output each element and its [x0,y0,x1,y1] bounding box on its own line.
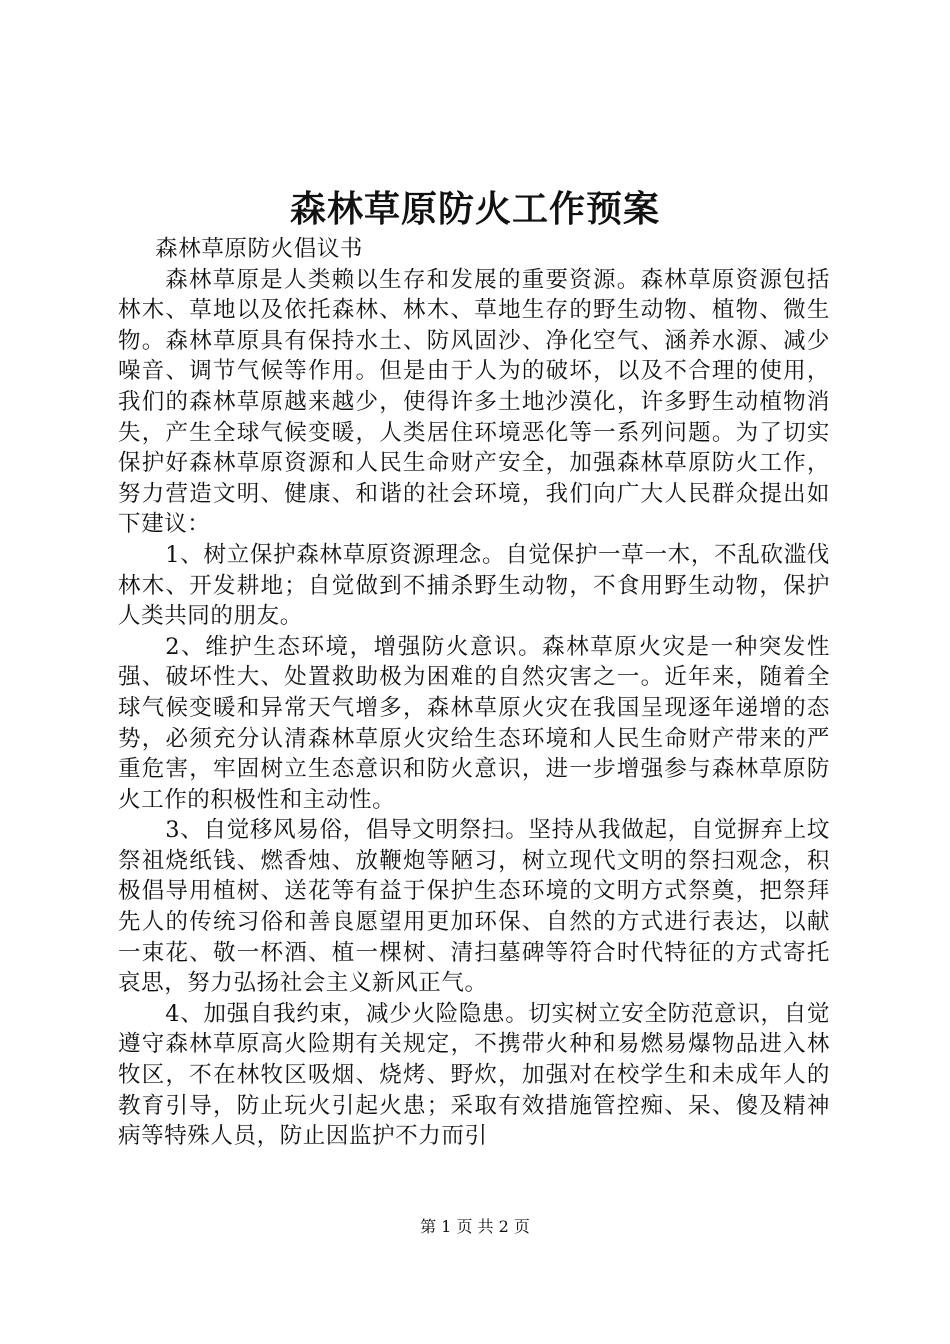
document-subtitle: 森林草原防火倡议书 [155,236,364,262]
paragraph-item-4: 4、加强自我约束，减少火险隐患。切实树立安全防范意识，自觉遵守森林草原高火险期有关规定，不携带火种和易燃易爆物品进入林牧区，不在林牧区吸烟、烧烤、野炊，加强对在校学生和未成年人的教育引导，防止玩火引起火患；采取有效措施管控痴、呆、傻及精神病等特殊人员，防止因监护不力而引 [118,1000,830,1150]
paragraph-intro: 森林草原是人类赖以生存和发展的重要资源。森林草原资源包括林木、草地以及依托森林、林木、草地生存的野生动物、植物、微生物。森林草原具有保持水土、防风固沙、净化空气、涵养水源、减少噪音、调节气候等作用。但是由于人为的破坏，以及不合理的使用，我们的森林草原越来越少，使得许多土地沙漠化，许多野生动植物消失，产生全球气候变暖，人类居住环境恶化等一系列问题。为了切实保护好森林草原资源和人民生命财产安全，加强森林草原防火工作，努力营造文明、健康、和谐的社会环境，我们向广大人民群众提出如下建议： [118,266,830,538]
page-footer: 第 1 页 共 2 页 [420,1217,530,1236]
paragraph-item-3: 3、自觉移风易俗，倡导文明祭扫。坚持从我做起，自觉摒弃上坟祭祖烧纸钱、燃香烛、放鞭炮等陋习，树立现代文明的祭扫观念，积极倡导用植树、送花等有益于保护生态环境的文明方式祭奠，把祭拜先人的传统习俗和善良愿望用更加环保、自然的方式进行表达，以献一束花、敬一杯酒、植一棵树、清扫墓碑等符合时代特征的方式寄托哀思，努力弘扬社会主义新风正气。 [118,817,830,997]
document-title: 森林草原防火工作预案 [289,188,660,230]
paragraph-item-2: 2、维护生态环境，增强防火意识。森林草原火灾是一种突发性强、破坏性大、处置救助极为困难的自然灾害之一。近年来，随着全球气候变暖和异常天气增多，森林草原火灾在我国呈现逐年递增的态势，必须充分认清森林草原火灾给生态环境和人民生命财产带来的严重危害，牢固树立生态意识和防火意识，进一步增强参与森林草原防火工作的积极性和主动性。 [118,633,830,813]
document-body [118,234,830,1152]
paragraph-item-1: 1、树立保护森林草原资源理念。自觉保护一草一木，不乱砍滥伐林木、开发耕地；自觉做到不捕杀野生动物，不食用野生动物，保护人类共同的朋友。 [118,541,830,630]
